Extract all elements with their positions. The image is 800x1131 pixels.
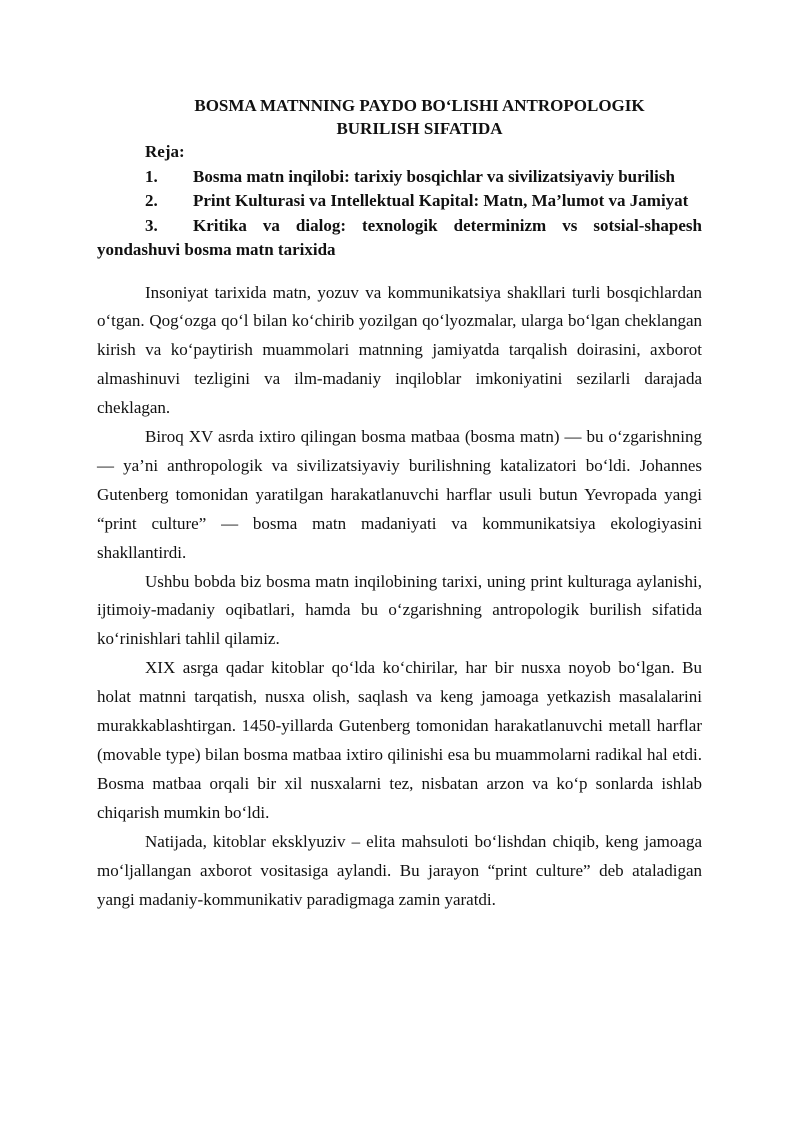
plan-item-text: Bosma matn inqilobi: tarixiy bosqichlar va sivilizatsiyaviy burilish (193, 166, 675, 186)
plan-item-text: Kritika va dialog: texnologik determinizm vs sotsial-shapesh yondashuvi bosma matn tarixida (97, 215, 702, 259)
paragraph: Biroq XV asrda ixtiro qilingan bosma matbaa (bosma matn) — bu o‘zgarishning — ya’ni anthropologik va sivilizatsiyaviy burilishning katalizatori bo‘ldi. Johannes Gutenberg tomonidan yaratilgan harakatlanuvchi harflar usuli butun Yevropada yangi “print culture” — bosma matn madaniyati va kommunikatsiya ekologiyasini shakllantirdi. (97, 427, 702, 562)
paragraph: Insoniyat tarixida matn, yozuv va kommunikatsiya shakllari turli bosqichlardan o‘tgan. Qog‘ozga qo‘l bilan ko‘chirib yozilgan qo‘lyozmalar, ularga bo‘lgan cheklangan kirish va ko‘paytirish muammolari matnning jamiyatda tarqalish doirasini, axborot almashinuvi tezligini va ilm-madaniy inqiloblar imkoniyatini sezilarli darajada cheklagan. (97, 282, 702, 418)
title-line-1: BOSMA MATNNING PAYDO BO‘LISHI ANTROPOLOGIK (194, 96, 645, 115)
plan-item (97, 165, 702, 190)
plan-item-number: 2. (145, 191, 158, 210)
plan-section (97, 140, 702, 263)
plan-item-number: 3. (145, 215, 158, 235)
body-text (97, 279, 702, 915)
plan-item-number: 1. (145, 166, 158, 186)
page-content (97, 94, 702, 914)
plan-item (97, 214, 702, 263)
title-line-2: BURILISH SIFATIDA (336, 119, 503, 138)
plan-item (97, 189, 702, 214)
paragraph: XIX asrga qadar kitoblar qo‘lda ko‘chirilar, har bir nusxa noyob bo‘lgan. Bu holat matnni tarqatish, nusxa olish, saqlash va keng jamoaga yetkazish masalalarini murakkablashtirgan. 1450-yillarda Gutenberg tomonidan harakatlanuvchi metall harflar (movable type) bilan bosma matbaa ixtiro qilinishi esa bu muammolarni radikal hal etdi. Bosma matbaa orqali bir xil nusxalarni tez, nisbatan arzon va ko‘p sonlarda ishlab chiqarish mumkin bo‘ldi. (97, 658, 702, 822)
plan-label: Reja: (145, 142, 185, 161)
page-title (97, 94, 702, 140)
paragraph: Ushbu bobda biz bosma matn inqilobining tarixi, uning print kulturaga aylanishi, ijtimoiy-madaniy oqibatlari, hamda bu o‘zgarishning antropologik burilish sifatida ko‘rinishlari tahlil qilamiz. (97, 571, 702, 649)
paragraph: Natijada, kitoblar eksklyuziv – elita mahsuloti bo‘lishdan chiqib, keng jamoaga mo‘ljallangan axborot vositasiga aylandi. Bu jarayon “print culture” deb ataladigan yangi madaniy-kommunikativ paradigmaga zamin yaratdi. (97, 831, 702, 909)
plan-item-text: Print Kulturasi va Intellektual Kapital: Matn, Ma’lumot va Jamiyat (193, 191, 689, 210)
